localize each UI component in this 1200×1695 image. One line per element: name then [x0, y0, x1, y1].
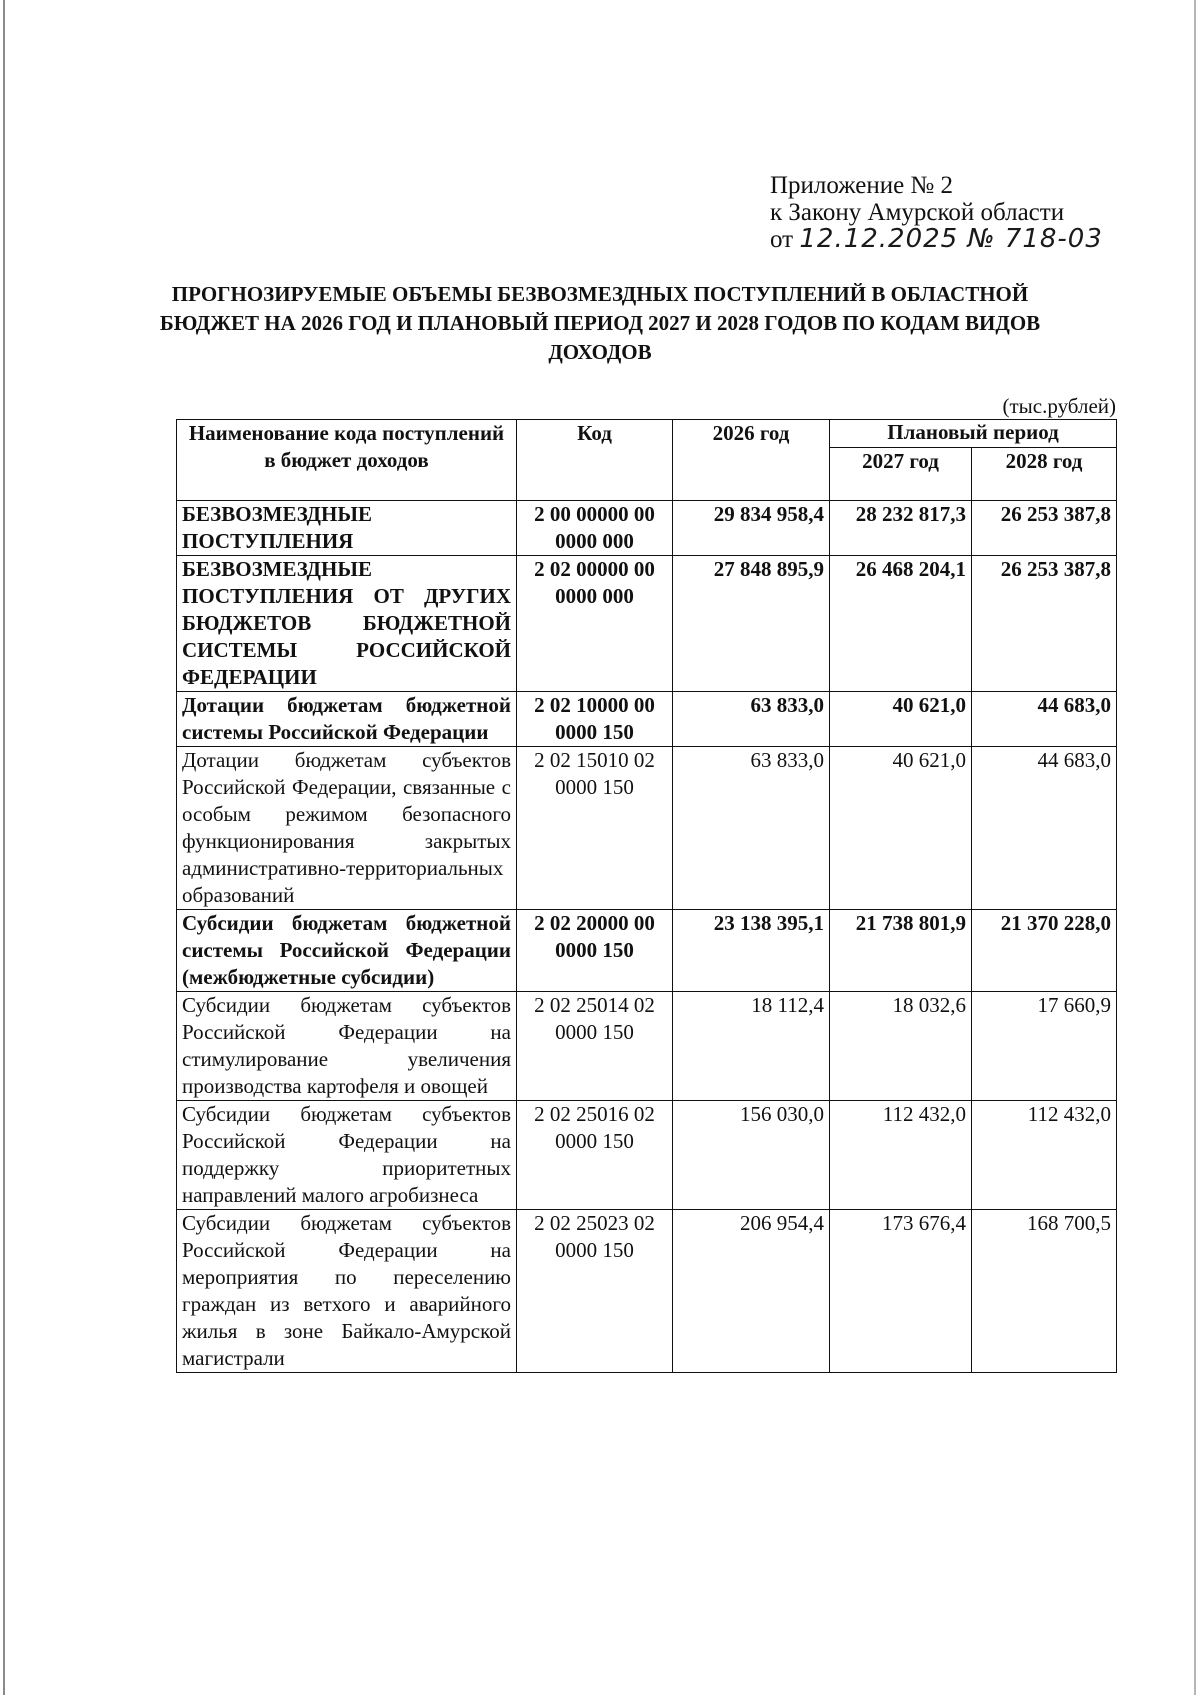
row-code: 2 02 15010 02 0000 150 — [517, 747, 673, 910]
scan-edge-right — [1194, 0, 1196, 1695]
header-2027: 2027 год — [830, 448, 972, 501]
table-row — [177, 501, 1117, 556]
row-2028: 26 253 387,8 — [972, 501, 1117, 556]
row-2027: 18 032,6 — [830, 992, 972, 1101]
row-code: 2 02 25023 02 0000 150 — [517, 1210, 673, 1373]
appendix-block — [770, 172, 1103, 253]
row-2027: 28 232 817,3 — [830, 501, 972, 556]
row-2026: 206 954,4 — [673, 1210, 830, 1373]
table-body — [177, 501, 1117, 1373]
appendix-date-line — [770, 226, 1103, 253]
row-2027: 112 432,0 — [830, 1101, 972, 1210]
handwritten-date-number: 12.12.2025 № 718-03 — [799, 224, 1103, 254]
appendix-number: Приложение № 2 — [770, 172, 954, 199]
row-2028: 112 432,0 — [972, 1101, 1117, 1210]
row-2026: 156 030,0 — [673, 1101, 830, 1210]
row-code: 2 02 20000 00 0000 150 — [517, 910, 673, 992]
row-name: Субсидии бюджетам субъектов Российской Федерации на стимулирование увеличения производства картофеля и овощей — [177, 992, 517, 1101]
row-code: 2 00 00000 00 0000 000 — [517, 501, 673, 556]
row-2028: 17 660,9 — [972, 992, 1117, 1101]
table-row — [177, 1101, 1117, 1210]
row-2027: 21 738 801,9 — [830, 910, 972, 992]
row-code: 2 02 25014 02 0000 150 — [517, 992, 673, 1101]
row-name: Дотации бюджетам субъектов Российской Федерации, связанные с особым режимом безопасного функционирования закрытых административно-территориальных образований — [177, 747, 517, 910]
row-2027: 40 621,0 — [830, 692, 972, 747]
table-header-row — [177, 420, 1117, 448]
scan-edge-left — [3, 0, 5, 1695]
row-2026: 23 138 395,1 — [673, 910, 830, 992]
units-label: (тыс.рублей) — [1002, 394, 1116, 418]
row-name: Субсидии бюджетам субъектов Российской Федерации на поддержку приоритетных направлений малого агробизнеса — [177, 1101, 517, 1210]
row-name: Субсидии бюджетам субъектов Российской Федерации на мероприятия по переселению граждан из ветхого и аварийного жилья в зоне Байкало-Амурской магистрали — [177, 1210, 517, 1373]
row-2028: 26 253 387,8 — [972, 556, 1117, 692]
row-2026: 63 833,0 — [673, 692, 830, 747]
row-2026: 18 112,4 — [673, 992, 830, 1101]
row-name: Субсидии бюджетам бюджетной системы Российской Федерации (межбюджетные субсидии) — [177, 910, 517, 992]
header-2028: 2028 год — [972, 448, 1117, 501]
row-2028: 168 700,5 — [972, 1210, 1117, 1373]
row-name: БЕЗВОЗМЕЗДНЫЕ ПОСТУПЛЕНИЯ ОТ ДРУГИХ БЮДЖЕТОВ БЮДЖЕТНОЙ СИСТЕМЫ РОССИЙСКОЙ ФЕДЕРАЦИИ — [177, 556, 517, 692]
row-2028: 44 683,0 — [972, 747, 1117, 910]
row-2026: 29 834 958,4 — [673, 501, 830, 556]
row-2028: 44 683,0 — [972, 692, 1117, 747]
row-2027: 26 468 204,1 — [830, 556, 972, 692]
row-name: БЕЗВОЗМЕЗДНЫЕ ПОСТУПЛЕНИЯ — [177, 501, 517, 556]
document-title: ПРОГНОЗИРУЕМЫЕ ОБЪЕМЫ БЕЗВОЗМЕЗДНЫХ ПОСТУПЛЕНИЙ В ОБЛАСТНОЙ БЮДЖЕТ НА 2026 ГОД И ПЛАНОВЫЙ ПЕРИОД 2027 И 2028 ГОДОВ ПО КОДАМ ВИДОВ ДОХОДОВ — [159, 282, 1041, 364]
table-row — [177, 556, 1117, 692]
row-2026: 63 833,0 — [673, 747, 830, 910]
row-code: 2 02 25016 02 0000 150 — [517, 1101, 673, 1210]
header-2026: 2026 год — [673, 420, 830, 501]
table-row — [177, 910, 1117, 992]
header-name: Наименование кода поступлений в бюджет доходов — [177, 420, 517, 501]
header-code: Код — [517, 420, 673, 501]
appendix-date-prefix: от — [770, 226, 794, 253]
revenue-table — [176, 419, 1117, 1373]
row-code: 2 02 10000 00 0000 150 — [517, 692, 673, 747]
table-row — [177, 747, 1117, 910]
row-2027: 40 621,0 — [830, 747, 972, 910]
row-2028: 21 370 228,0 — [972, 910, 1117, 992]
row-2027: 173 676,4 — [830, 1210, 972, 1373]
row-2026: 27 848 895,9 — [673, 556, 830, 692]
header-planned-period: Плановый период — [830, 420, 1117, 448]
row-name: Дотации бюджетам бюджетной системы Российской Федерации — [177, 692, 517, 747]
table-row — [177, 992, 1117, 1101]
table-row — [177, 1210, 1117, 1373]
table-row — [177, 692, 1117, 747]
row-code: 2 02 00000 00 0000 000 — [517, 556, 673, 692]
appendix-law-reference: к Закону Амурской области — [770, 199, 1065, 226]
